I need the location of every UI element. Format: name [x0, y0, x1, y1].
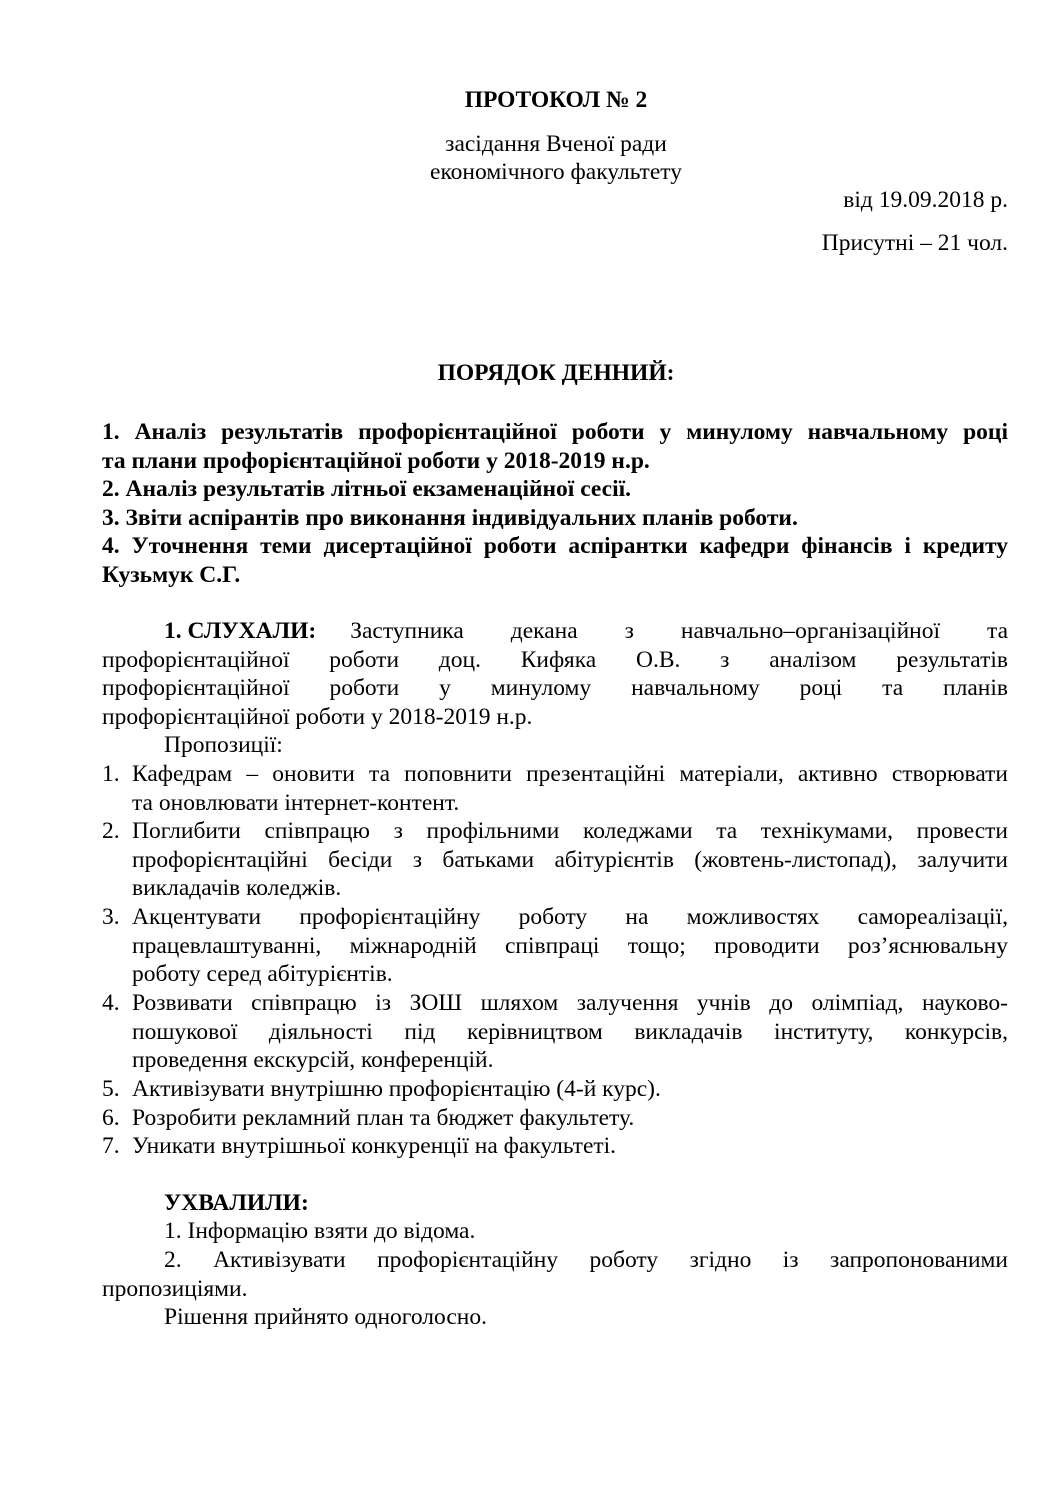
agenda-list — [102, 418, 1008, 589]
proposal-item-6 — [102, 1104, 1008, 1133]
proposal-number: 3. — [102, 904, 120, 930]
decision-text: Рішення прийнято одноголосно. — [164, 1304, 487, 1330]
proposal-line: Уникати внутрішньої конкуренції на факультеті. — [132, 1133, 617, 1159]
agenda-heading: ПОРЯДОК ДЕННИЙ: — [437, 360, 675, 386]
heard-line-4: профорієнтаційної роботи у 2018-2019 н.р. — [102, 703, 533, 730]
proposal-item-7 — [102, 1132, 1008, 1161]
agenda-item-3: 3. Звіти аспірантів про виконання індивідуальних планів роботи. — [102, 504, 798, 531]
proposal-item-2 — [102, 817, 1008, 903]
protocol-subtitle-1: засідання Вченої ради — [445, 131, 667, 157]
proposal-line: викладачів коледжів. — [132, 875, 342, 901]
proposal-number: 5. — [102, 1076, 120, 1102]
agenda-item-4-line-2: Кузьмук С.Г. — [102, 561, 241, 588]
proposal-line: працевлаштуванні, міжнародній співпраці тощо; проводити роз’яснювальну — [132, 932, 1008, 959]
proposal-line: Активізувати внутрішню профорієнтацію (4-й курс). — [132, 1076, 661, 1102]
proposal-line: роботу серед абітурієнтів. — [132, 961, 393, 987]
resolved-item-2-line-2: пропозиціями. — [102, 1275, 248, 1302]
heard-line-2: профорієнтаційної роботи доц. Кифяка О.В. з аналізом результатів — [102, 646, 1008, 673]
heard-label: 1. СЛУХАЛИ: — [164, 618, 317, 644]
resolved-item-2-line-1: 2. Активізувати профорієнтаційну роботу згідно із запропонованими — [164, 1247, 1008, 1273]
agenda-item-4-line-1: 4. Уточнення теми дисертаційної роботи аспірантки кафедри фінансів і кредиту — [102, 533, 1008, 559]
proposal-line: профорієнтаційні бесіди з батьками абітурієнтів (жовтень-листопад), залучити — [132, 846, 1008, 873]
attendance-count: Присутні – 21 чол. — [821, 230, 1008, 256]
resolved-item-2 — [102, 1246, 1008, 1303]
agenda-item-1-line-1: 1. Аналіз результатів профорієнтаційної роботи у минулому навчальному році — [102, 419, 1008, 445]
proposal-item-3 — [102, 903, 1008, 989]
heard-line-3: профорієнтаційної роботи у минулому навчальному році та планів — [102, 675, 1008, 701]
proposal-item-4 — [102, 989, 1008, 1075]
protocol-date: від 19.09.2018 р. — [843, 187, 1008, 213]
proposal-number: 6. — [102, 1105, 120, 1131]
proposal-number: 1. — [102, 761, 120, 787]
heard-line-1-text: Заступника декана з навчально–організаційної та — [350, 618, 1008, 644]
proposal-line: пошукової діяльності під керівництвом викладачів інституту, конкурсів, — [132, 1018, 1008, 1045]
agenda-item-2: 2. Аналіз результатів літньої екзаменаційної сесії. — [102, 476, 632, 502]
proposal-line: проведення екскурсій, конференцій. — [132, 1047, 494, 1073]
proposal-line: та оновлювати інтернет-контент. — [132, 789, 460, 816]
proposal-line: Поглибити співпрацю з профільними коледжами та технікумами, провести — [132, 818, 1008, 844]
proposal-number: 4. — [102, 990, 120, 1016]
proposal-line: Розробити рекламний план та бюджет факультету. — [132, 1105, 635, 1131]
agenda-item-1-line-2: та плани профорієнтаційної роботи у 2018-2019 н.р. — [102, 447, 650, 474]
proposal-line: Акцентувати профорієнтаційну роботу на можливостях самореалізації, — [132, 904, 1008, 930]
heard-section — [102, 617, 1008, 731]
proposal-number: 2. — [102, 818, 120, 844]
resolved-heading: УХВАЛИЛИ: — [164, 1190, 309, 1216]
protocol-subtitle-2: економічного факультету — [430, 159, 682, 185]
proposal-line: Кафедрам – оновити та поповнити презентаційні матеріали, активно створювати — [132, 761, 1008, 787]
proposal-number: 7. — [102, 1133, 120, 1159]
heard-line-1 — [102, 617, 1008, 646]
protocol-title: ПРОТОКОЛ № 2 — [464, 87, 648, 113]
proposal-line: Розвивати співпрацю із ЗОШ шляхом залучення учнів до олімпіад, науково- — [132, 990, 1008, 1016]
proposals-heading: Пропозиції: — [164, 732, 283, 758]
proposal-item-1 — [102, 760, 1008, 817]
proposal-item-5 — [102, 1075, 1008, 1104]
resolved-item-1: 1. Інформацію взяти до відома. — [164, 1218, 476, 1244]
